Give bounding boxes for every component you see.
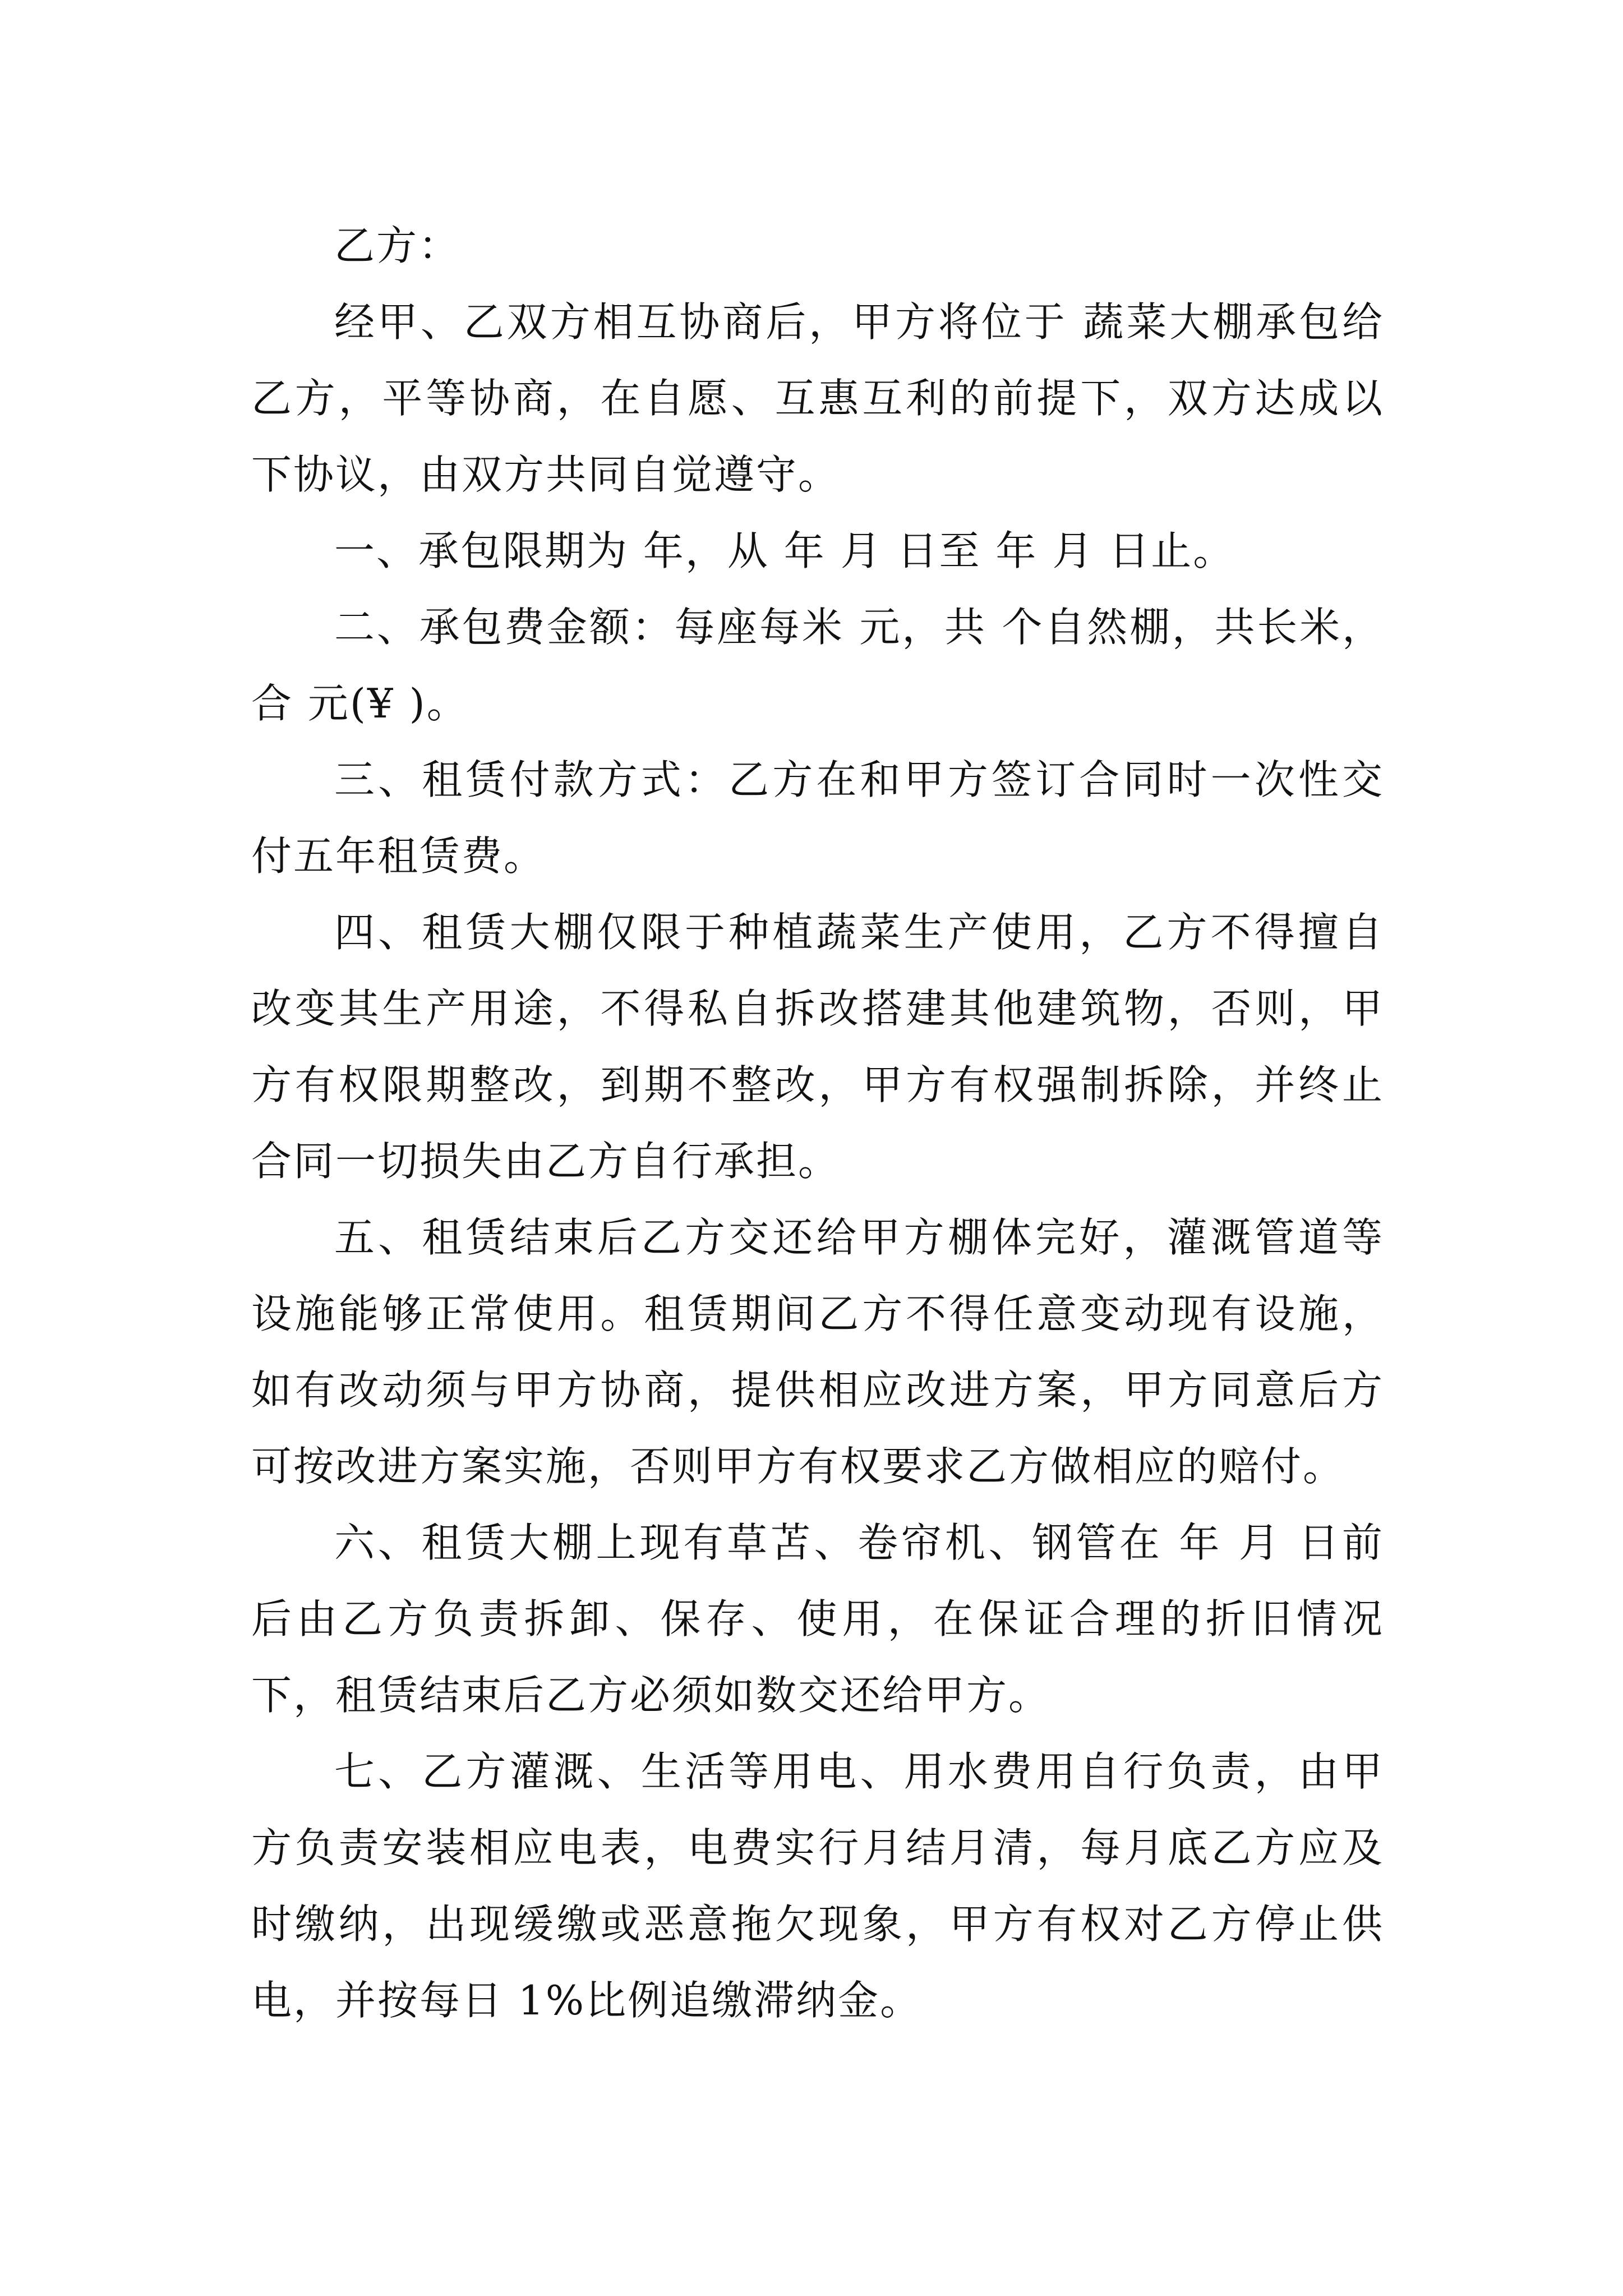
clause-3-payment: 三、租赁付款方式：乙方在和甲方签订合同时一次性交付五年租赁费。 xyxy=(251,756,1384,880)
clause-7-utilities: 七、乙方灌溉、生活等用电、用水费用自行负责，由甲方负责安装相应电表，电费实行月结月清，每月底乙方应及时缴纳，出现缓缴或恶意拖欠现象，甲方有权对乙方停止供电，并按每日 1%比例追缴滞纳金。 xyxy=(251,1748,1384,2024)
clause-6-equipment: 六、租赁大棚上现有草苫、卷帘机、钢管在 年 月 日前后由乙方负责拆卸、保存、使用，在保证合理的折旧情况下，租赁结束后乙方必须如数交还给甲方。 xyxy=(251,1519,1384,1719)
party-b-line: 乙方： xyxy=(334,222,461,269)
clause-2-fee: 二、承包费金额：每座每米 元，共 个自然棚，共长米，合 元(¥ )。 xyxy=(251,604,1384,727)
clause-5-return: 五、租赁结束后乙方交还给甲方棚体完好，灌溉管道等设施能够正常使用。租赁期间乙方不得任意变动现有设施，如有改动须与甲方协商，提供相应改进方案，甲方同意后方可按改进方案实施，否则甲方有权要求乙方做相应的赔付。 xyxy=(251,1214,1384,1490)
document-body xyxy=(251,208,1384,2039)
clause-1-term: 一、承包限期为 年，从 年 月 日至 年 月 日止。 xyxy=(334,527,1235,574)
preamble-paragraph: 经甲、乙双方相互协商后，甲方将位于 蔬菜大棚承包给乙方，平等协商，在自愿、互惠互利的前提下，双方达成以下协议，由双方共同自觉遵守。 xyxy=(251,298,1384,498)
clause-4-usage: 四、租赁大棚仅限于种植蔬菜生产使用，乙方不得擅自改变其生产用途，不得私自拆改搭建其他建筑物，否则，甲方有权限期整改，到期不整改，甲方有权强制拆除，并终止合同一切损失由乙方自行承担。 xyxy=(251,909,1384,1185)
